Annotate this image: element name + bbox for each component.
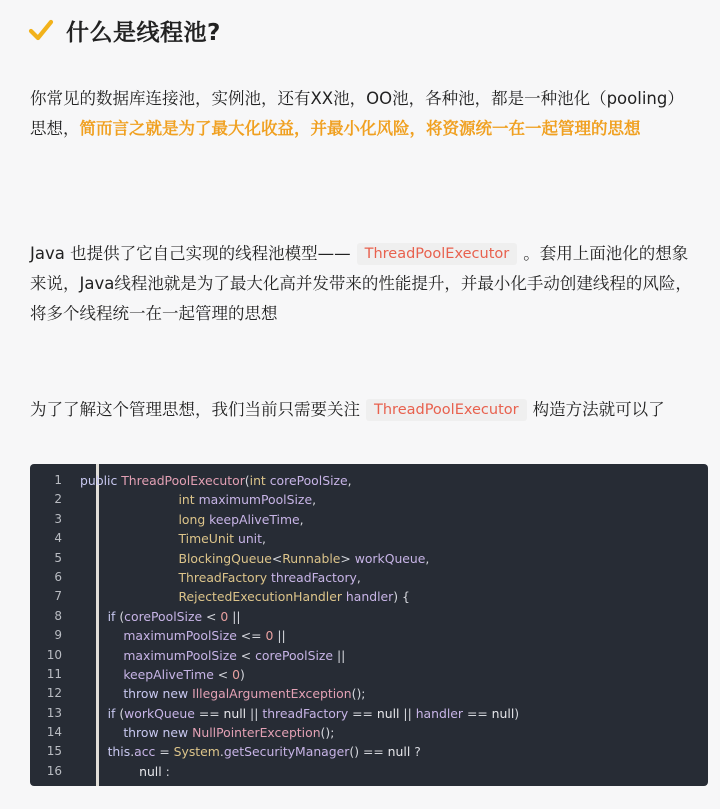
code-token: ) (514, 705, 520, 721)
code-token: 0 (220, 608, 233, 624)
code-line (30, 607, 708, 626)
code-token: (); (320, 725, 335, 741)
code-token (80, 609, 108, 624)
code-token: corePoolSize (269, 473, 348, 488)
code-text (80, 471, 352, 490)
line-number: 3 (54, 511, 62, 526)
code-token: System (173, 744, 220, 760)
code-token: || (336, 647, 346, 663)
code-token: threadFactory (271, 569, 357, 585)
code-line (30, 684, 708, 703)
page-title: 什么是线程池? (66, 19, 221, 46)
code-token: ? (414, 744, 421, 760)
code-block (30, 464, 708, 786)
inline-code-threadpoolexecutor: ThreadPoolExecutor (357, 243, 518, 265)
code-token: if (107, 608, 120, 624)
code-line (30, 646, 708, 665)
code-token: , (425, 550, 430, 566)
java-text-after: 。套用上面池化的想象来说，Java线程池就是为了最大化高并发带来的性能提升，并最小化手动创建线程的风险，将多个线程统一在一起管理的思想 (30, 244, 692, 323)
code-token: , (356, 569, 361, 585)
code-token: ( (119, 608, 125, 624)
code-text (80, 684, 365, 703)
code-token: null (387, 744, 415, 760)
constructor-text-before: 为了了解这个管理思想，我们当前只需要关注 (30, 400, 360, 419)
code-token: if (107, 705, 120, 721)
line-number: 12 (46, 686, 62, 701)
code-token (80, 648, 123, 663)
line-number: 10 (46, 647, 62, 662)
code-text (80, 646, 345, 665)
code-token: corePoolSize (124, 608, 207, 624)
code-token: ) (239, 666, 245, 682)
code-token: < (206, 608, 221, 624)
code-token: ( (244, 473, 250, 488)
code-line (30, 529, 708, 548)
code-token: < (217, 666, 233, 682)
code-token: this (107, 744, 131, 760)
code-token: , (261, 531, 266, 547)
code-token: IllegalArgumentException (192, 686, 352, 702)
code-token (80, 744, 108, 759)
code-text (80, 742, 421, 761)
code-token: 0 (232, 666, 240, 682)
code-token: : (165, 763, 170, 779)
code-token: workQueue (124, 705, 199, 721)
code-token: throw new (123, 686, 193, 702)
code-token: . (219, 744, 224, 760)
line-number: 13 (46, 705, 62, 720)
intro-paragraph (30, 84, 700, 144)
intro-text: 你常见的数据库连接池，实例池，还有XX池，OO池，各种池，都是一种池化（pooling）思想， (30, 89, 684, 138)
line-number: 4 (54, 531, 62, 546)
code-token: keepAliveTime (209, 511, 300, 527)
code-token: int (178, 492, 199, 508)
code-token: maximumPoolSize (123, 647, 241, 663)
code-token: > (340, 550, 355, 566)
code-text (80, 510, 304, 529)
code-text (80, 529, 266, 548)
java-paragraph (30, 239, 700, 329)
code-token (80, 570, 178, 585)
code-token: null (491, 705, 515, 721)
code-line (30, 549, 708, 568)
code-token (80, 531, 178, 546)
code-token: (); (351, 686, 366, 702)
code-line (30, 626, 708, 645)
code-token: handler (345, 589, 394, 605)
line-number: 1 (54, 473, 62, 487)
code-token: , (299, 511, 304, 527)
code-token: public (80, 473, 122, 488)
code-token (80, 706, 108, 721)
line-number: 6 (54, 569, 62, 584)
code-token: 0 (265, 628, 278, 644)
code-token (80, 551, 178, 566)
code-token: throw new (123, 725, 193, 741)
code-token: . (130, 744, 135, 760)
code-token: long (178, 511, 210, 527)
code-token: NullPointerException (192, 725, 321, 741)
code-token: () == (349, 744, 388, 760)
code-token: RejectedExecutionHandler (178, 589, 346, 605)
inline-code-threadpoolexecutor: ThreadPoolExecutor (366, 399, 527, 421)
code-token: workQueue (354, 550, 426, 566)
code-token (80, 589, 178, 604)
section-heading (28, 10, 221, 50)
code-token: null (223, 705, 251, 721)
line-number: 2 (54, 492, 62, 507)
line-number: 8 (54, 608, 62, 623)
code-token: unit (237, 531, 262, 547)
code-token (80, 686, 123, 701)
code-token: Runnable (282, 550, 341, 566)
code-token: = (159, 744, 174, 760)
java-text-before: Java 也提供了它自己实现的线程池模型—— (30, 244, 351, 263)
code-text (80, 762, 170, 781)
code-token: keepAliveTime (123, 666, 218, 682)
code-token (80, 512, 178, 527)
line-number: 11 (46, 666, 62, 681)
code-token: int (249, 473, 270, 488)
code-token: ) { (393, 589, 410, 605)
code-token: , (347, 473, 352, 488)
code-token: || (277, 628, 286, 644)
code-token: ThreadFactory (178, 569, 271, 585)
code-line (30, 723, 708, 742)
line-number: 14 (46, 725, 62, 740)
code-line (30, 471, 708, 490)
constructor-paragraph (30, 395, 700, 425)
code-text (80, 549, 429, 568)
code-token: <= (240, 628, 266, 644)
code-token: == (466, 705, 492, 721)
code-line (30, 510, 708, 529)
code-token: < (271, 550, 283, 566)
code-line (30, 704, 708, 723)
code-text (80, 723, 334, 742)
code-token: maximumPoolSize (123, 628, 241, 644)
code-token: == (352, 705, 377, 721)
code-token (80, 725, 123, 740)
code-text (80, 704, 519, 723)
code-text (80, 607, 241, 626)
line-number: 5 (54, 550, 62, 565)
code-text (80, 490, 316, 509)
code-token: corePoolSize (255, 647, 337, 663)
code-line (30, 568, 708, 587)
code-text (80, 665, 245, 684)
code-lines (30, 471, 708, 781)
code-token: == (198, 705, 224, 721)
code-text (80, 568, 361, 587)
code-token (80, 764, 139, 779)
intro-highlight: 简而言之就是为了最大化收益，并最小化风险，将资源统一在一起管理的思想 (79, 119, 641, 138)
code-token: || (403, 705, 416, 721)
code-token: < (240, 647, 256, 663)
code-text (80, 626, 286, 645)
code-token: maximumPoolSize (198, 492, 313, 508)
line-number: 7 (54, 589, 62, 604)
check-icon (28, 17, 54, 43)
code-token: handler (415, 705, 467, 721)
constructor-text-after: 构造方法就可以了 (532, 400, 665, 419)
code-token: || (232, 608, 241, 624)
code-token: getSecurityManager (223, 744, 350, 760)
code-token: acc (134, 744, 160, 760)
code-token (80, 667, 123, 682)
code-token (80, 492, 178, 507)
code-token: null (139, 763, 166, 779)
code-token (80, 628, 123, 643)
line-number: 16 (46, 763, 62, 778)
code-line (30, 742, 708, 761)
line-number: 9 (54, 628, 62, 643)
line-number: 15 (46, 744, 62, 759)
code-token: threadFactory (262, 705, 353, 721)
code-line (30, 587, 708, 606)
code-token: || (250, 705, 263, 721)
code-token: BlockingQueue (178, 550, 272, 566)
code-text (80, 587, 410, 606)
code-token: null (376, 705, 404, 721)
code-token: ( (119, 705, 125, 721)
code-token: TimeUnit (178, 531, 238, 547)
code-line (30, 665, 708, 684)
code-line (30, 490, 708, 509)
code-line (30, 762, 708, 781)
code-token: ThreadPoolExecutor (121, 473, 245, 488)
code-token: , (312, 492, 317, 508)
